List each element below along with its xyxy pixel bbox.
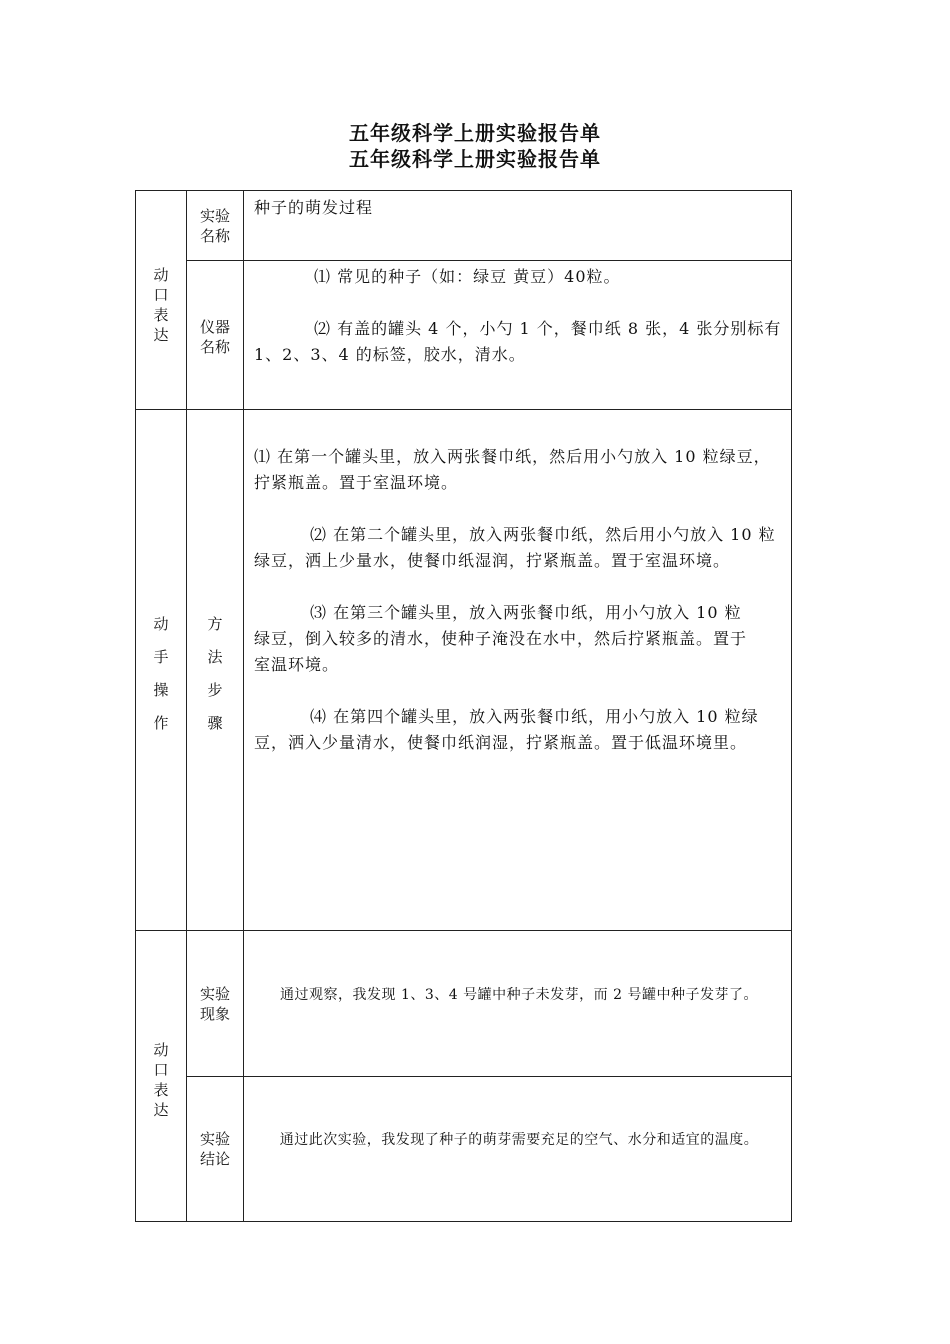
section-char: 达 (153, 326, 169, 344)
section-char: 口 (153, 1061, 169, 1079)
section-label-oral-1 (136, 265, 186, 345)
section-char: 操 (153, 681, 169, 699)
table-border-bottom (135, 1221, 792, 1222)
section-char: 达 (153, 1101, 169, 1119)
label-line: 步 (207, 681, 223, 699)
document-title (0, 120, 950, 172)
step-1: ⑴ 在第一个罐头里，放入两张餐巾纸，然后用小勺放入 10 粒绿豆，拧紧瓶盖。置于室温环境。 (254, 447, 771, 492)
row-divider-phenomenon (186, 1076, 792, 1077)
section-char: 表 (153, 1081, 169, 1099)
step-2: ⑵ 在第二个罐头里，放入两张餐巾纸，然后用小勺放入 10 粒绿豆，洒上少量水，使餐巾纸湿润，拧紧瓶盖。置于室温环境。 (254, 525, 776, 570)
section-char: 手 (153, 648, 169, 666)
instruments-label (187, 317, 243, 357)
instruments-value (254, 264, 786, 368)
label-line: 方 (207, 615, 223, 633)
label-line: 名称 (199, 338, 230, 356)
conclusion-label (187, 1129, 243, 1169)
section-label-hands-on (136, 608, 186, 740)
conclusion-value: 通过此次实验，我发现了种子的萌芽需要充足的空气、水分和适宜的温度。 (279, 1132, 759, 1148)
row-divider-name (186, 260, 792, 261)
row-divider-section1 (135, 409, 792, 410)
table-border-right (791, 190, 792, 1222)
instruments-item-2: ⑵ 有盖的罐头 4 个，小勺 1 个，餐巾纸 8 张，4 张分别标有 1、2、3、4 的标签，胶水，清水。 (254, 319, 782, 364)
step-3: ⑶ 在第三个罐头里，放入两张餐巾纸，用小勺放入 10 粒绿豆，倒入较多的清水，使种子淹没在水中，然后拧紧瓶盖。置于室温环境。 (254, 603, 748, 674)
label-line: 现象 (199, 1005, 230, 1023)
section-char: 口 (153, 286, 169, 304)
row-divider-section2 (135, 930, 792, 931)
label-line: 仪器 (199, 318, 230, 336)
method-label (187, 608, 243, 740)
column-divider-2 (243, 190, 244, 1222)
table-border-top (135, 190, 792, 191)
label-line: 法 (207, 648, 223, 666)
exp-name-label (187, 206, 243, 246)
method-steps (254, 444, 780, 756)
section-char: 动 (153, 615, 169, 633)
label-line: 实验 (199, 985, 230, 1003)
instruments-item-1: ⑴ 常见的种子（如：绿豆 黄豆）40粒。 (314, 267, 621, 286)
label-line: 骤 (207, 714, 223, 732)
phenomenon-label (187, 984, 243, 1024)
section-label-oral-2 (136, 1040, 186, 1120)
label-line: 实验 (199, 1130, 230, 1148)
section-char: 作 (153, 714, 169, 732)
phenomenon-value: 通过观察，我发现 1、3、4 号罐中种子未发芽，而 2 号罐中种子发芽了。 (280, 987, 758, 1003)
label-line: 结论 (199, 1150, 230, 1168)
step-4: ⑷ 在第四个罐头里，放入两张餐巾纸，用小勺放入 10 粒绿豆，洒入少量清水，使餐巾纸润湿，拧紧瓶盖。置于低温环境里。 (254, 707, 759, 752)
section-char: 动 (153, 1041, 169, 1059)
title-line-2: 五年级科学上册实验报告单 (349, 147, 601, 171)
title-line-1: 五年级科学上册实验报告单 (349, 121, 601, 145)
label-line: 实验 (199, 207, 230, 225)
section-char: 表 (153, 306, 169, 324)
label-line: 名称 (199, 227, 230, 245)
exp-name-value: 种子的萌发过程 (254, 198, 374, 217)
section-char: 动 (153, 266, 169, 284)
